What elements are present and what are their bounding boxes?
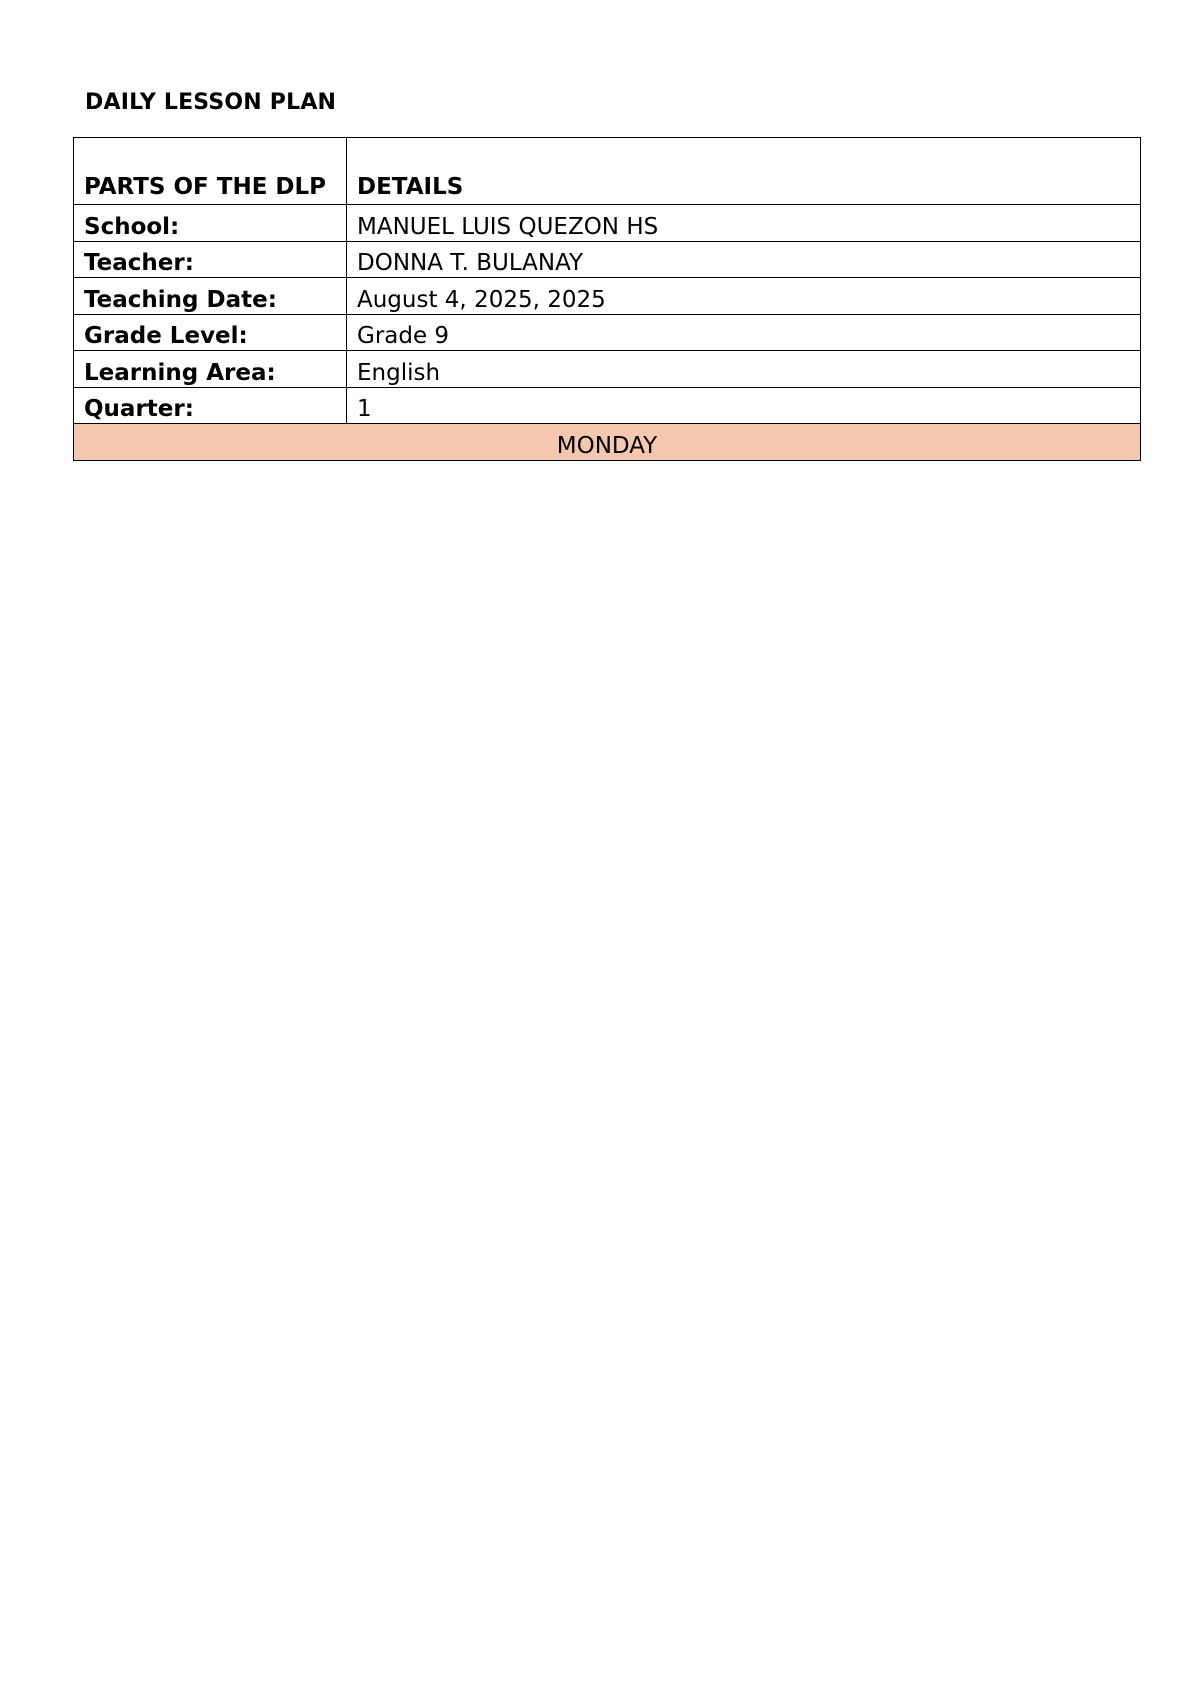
row-value-quarter: 1 [347, 387, 1141, 424]
row-label-school: School: [74, 205, 347, 242]
row-value-teacher: DONNA T. BULANAY [347, 241, 1141, 278]
row-label-quarter: Quarter: [74, 387, 347, 424]
table-row [74, 314, 1141, 351]
table-row [74, 205, 1141, 242]
table-row [74, 387, 1141, 424]
day-banner: MONDAY [74, 424, 1141, 461]
row-value-learning-area: English [347, 351, 1141, 388]
row-value-grade-level: Grade 9 [347, 314, 1141, 351]
row-value-teaching-date: August 4, 2025, 2025 [347, 278, 1141, 315]
row-label-learning-area: Learning Area: [74, 351, 347, 388]
lesson-plan-table [73, 137, 1141, 461]
header-parts-of-dlp: PARTS OF THE DLP [74, 138, 347, 205]
page-title: DAILY LESSON PLAN [85, 90, 337, 115]
table-row [74, 241, 1141, 278]
row-label-grade-level: Grade Level: [74, 314, 347, 351]
table-row [74, 278, 1141, 315]
header-details: DETAILS [347, 138, 1141, 205]
table-row [74, 351, 1141, 388]
day-banner-row [74, 424, 1141, 461]
row-label-teaching-date: Teaching Date: [74, 278, 347, 315]
table-header-row [74, 138, 1141, 205]
row-value-school: MANUEL LUIS QUEZON HS [347, 205, 1141, 242]
row-label-teacher: Teacher: [74, 241, 347, 278]
